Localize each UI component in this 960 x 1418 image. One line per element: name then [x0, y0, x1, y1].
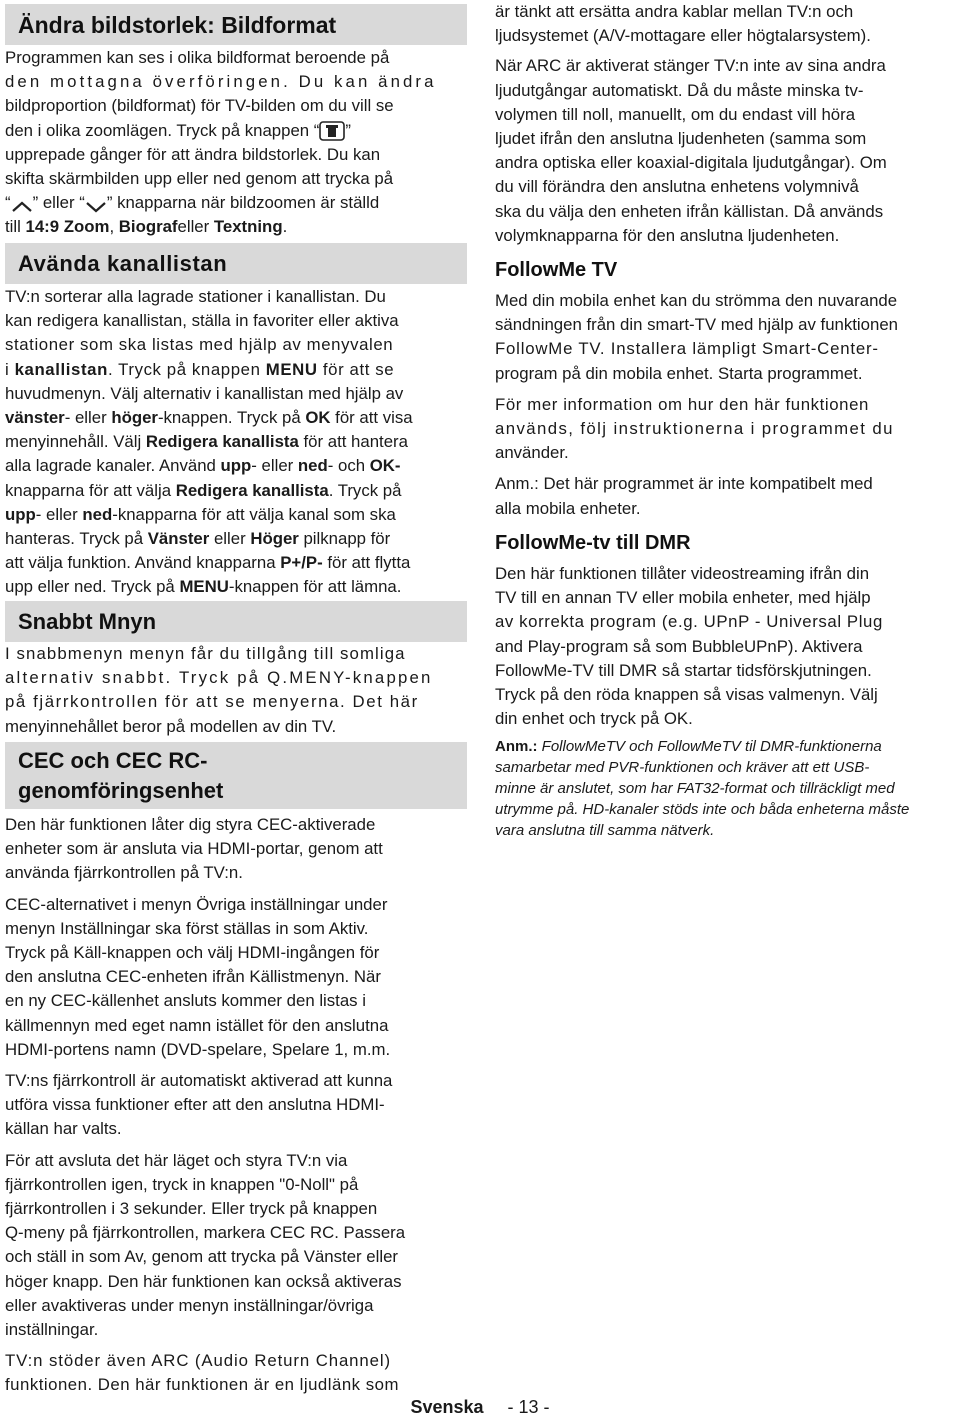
text-line: skifta skärmbilden upp eller ned genom att trycka på	[5, 169, 394, 189]
note-label: Anm.:	[495, 738, 538, 755]
text-line: När ARC är aktiverat stänger TV:n inte av sina andra	[495, 56, 886, 76]
text-line: Anm.: Det här programmet är inte kompatibelt med	[495, 474, 873, 494]
text-fragment: den i olika zoomlägen. Tryck på knappen “	[5, 120, 320, 140]
note-line	[495, 736, 959, 757]
section-heading-bildformat: Ändra bildstorlek: Bildformat	[5, 4, 467, 45]
text-fragment: . Tryck på knappen	[107, 359, 266, 379]
text-line: Q-meny på fjärrkontrollen, markera CEC RC. Passera	[5, 1223, 406, 1243]
text-fragment: eller	[209, 529, 251, 549]
text-line: ljudsystemet (A/V-mottagare eller högtalarsystem).	[495, 26, 871, 46]
text-line: CEC-alternativet i menyn Övriga inställningar under	[5, 894, 388, 914]
bold-term: Vänster	[147, 529, 210, 549]
text-line: ljudet ifrån den anslutna ljudenheten (samma som	[495, 129, 867, 149]
text-line: FollowMe TV. Installera lämpligt Smart-Center-	[495, 339, 879, 359]
dmr-note	[495, 736, 959, 841]
text-line: Med din mobila enhet kan du strömma den nuvarande	[495, 291, 898, 310]
page-footer	[0, 1396, 960, 1418]
snabbmeny-text	[5, 642, 467, 739]
paragraph	[5, 1149, 467, 1343]
text-line: ljudutgångar automatiskt. Då du måste minska tv-	[495, 80, 864, 100]
text-line: utföra vissa funktioner efter att den anslutna HDMI-	[5, 1095, 385, 1115]
text-line	[5, 119, 467, 143]
bold-term: MENU	[265, 359, 318, 379]
text-line: på fjärrkontrollen för att se menyerna. Det här	[5, 692, 419, 712]
note-line: utrymme på. HD-kanaler stöds inte och båda enheterna måste	[495, 801, 910, 818]
text-line	[5, 503, 467, 527]
text-line: din enhet och tryck på OK.	[495, 709, 693, 729]
text-fragment: . Tryck på	[328, 480, 402, 500]
footer-language: Svenska	[410, 1397, 484, 1417]
text-line: TV:n stöder även ARC (Audio Return Channel)	[5, 1351, 392, 1371]
text-line: fjärrkontrollen igen, tryck in knappen "0-Noll" på	[5, 1174, 359, 1194]
text-fragment: eller	[177, 217, 214, 237]
paragraph	[5, 1069, 467, 1142]
chevron-up-icon	[11, 197, 33, 211]
text-line: Tryck på Käll-knappen och välj HDMI-ingången för	[5, 943, 380, 963]
text-line: av korrekta program (e.g. UPnP - Universal Plug	[495, 612, 883, 632]
bildformat-text	[5, 46, 467, 240]
text-line: andra optiska eller koaxial-digitala ljudutgångar). Om	[495, 153, 887, 173]
paragraph	[5, 813, 467, 886]
text-fragment: “	[5, 193, 11, 213]
text-line: För mer information om hur den här funktionen	[495, 394, 869, 414]
text-line	[5, 215, 467, 239]
paragraph	[5, 893, 467, 1062]
text-line: Tryck på den röda knappen så visas valmenyn. Välj	[495, 685, 878, 705]
text-line	[5, 406, 467, 430]
text-fragment: upp eller ned. Tryck på	[5, 577, 180, 597]
text-line	[5, 191, 467, 215]
text-fragment: ” eller “	[32, 193, 85, 213]
bold-term: 14:9 Zoom	[25, 217, 110, 237]
bold-term: kanallistan	[14, 359, 108, 379]
text-fragment: ” knapparna när bildzoomen är ställd	[106, 193, 380, 213]
text-line: den mottagna överföringen. Du kan ändra	[5, 72, 437, 92]
text-line: sändningen från din smart-TV med hjälp av funktionen	[495, 315, 898, 335]
text-line: upprepade gånger för att ändra bildstorlek. Du kan	[5, 144, 381, 164]
heading-followme-tv: FollowMe TV	[495, 259, 618, 281]
bold-term: Redigera kanallista	[145, 432, 299, 452]
note-line: minne är anslutet, som har FAT32-format och tillräckligt med	[495, 780, 895, 797]
text-line: volymknapparna för den anslutna ljudenheten.	[495, 225, 840, 245]
text-line: alla mobila enheter.	[495, 498, 641, 518]
dmr-text	[495, 562, 959, 731]
text-line: bildproportion (bildformat) för TV-bilden om du vill se	[5, 96, 394, 116]
text-fragment: -knappen för att lämna.	[228, 577, 402, 597]
text-fragment: för att hantera	[298, 432, 408, 452]
bold-term: höger	[111, 408, 158, 428]
text-line: huvudmenyn. Välj alternativ i kanallistan med hjälp av	[5, 383, 404, 403]
screen-format-icon	[319, 121, 345, 141]
chevron-down-icon	[85, 197, 107, 211]
text-line: ska du välja den enheten ifrån källistan. Då används	[495, 201, 884, 221]
text-line: TV:ns fjärrkontroll är automatiskt aktiverad att kunna	[5, 1071, 393, 1091]
text-line: enheter som är ansluta via HDMI-portar, genom att	[5, 839, 383, 859]
paragraph	[5, 1349, 467, 1397]
kanallistan-text	[5, 285, 467, 600]
text-line	[5, 430, 467, 454]
text-line: Programmen kan ses i olika bildformat beroende på	[5, 48, 390, 67]
text-fragment: knapparna för att välja	[5, 480, 176, 500]
text-line	[5, 358, 467, 382]
text-line: källan har valts.	[5, 1119, 122, 1139]
text-fragment: -knappen. Tryck på	[157, 408, 306, 428]
text-fragment: ,	[109, 217, 119, 237]
text-line: program på din mobila enhet. Starta programmet.	[495, 363, 863, 383]
text-line: stationer som ska listas med hjälp av menyvalen	[5, 335, 394, 355]
text-line: använda fjärrkontrollen på TV:n.	[5, 863, 243, 883]
text-line: funktionen. Den här funktionen är en ljudlänk som	[5, 1375, 399, 1395]
heading-line: genomföringsenhet	[18, 778, 224, 803]
text-fragment: - eller	[35, 504, 83, 524]
page-number: - 13 -	[507, 1397, 550, 1417]
text-line: kan redigera kanallistan, ställa in favoriter eller aktiva	[5, 311, 399, 331]
bold-term: Höger	[250, 529, 299, 549]
text-fragment: - och	[327, 456, 370, 476]
text-line	[5, 454, 467, 478]
text-line: and Play-program så som BubbleUPnP). Aktivera	[495, 636, 863, 656]
text-line: För att avsluta det här läget och styra TV:n via	[5, 1150, 348, 1170]
text-fragment: - eller	[64, 408, 112, 428]
paragraph	[495, 393, 959, 466]
text-line: källmennyn med eget namn istället för den anslutna	[5, 1015, 389, 1035]
text-line: menyn Inställningar ska först ställas in som Aktiv.	[5, 918, 369, 938]
paragraph	[495, 472, 959, 520]
text-fragment: pilknapp för	[298, 529, 391, 549]
text-fragment: ”	[345, 120, 351, 140]
paragraph	[495, 54, 959, 248]
text-fragment: FollowMeTV och FollowMeTV til DMR-funktionerna	[537, 738, 882, 755]
text-line: volymen till noll, manuellt, om du endast vill höra	[495, 104, 856, 124]
bold-term: ned	[82, 504, 113, 524]
text-line: höger knapp. Den här funktionen kan också aktiveras	[5, 1271, 402, 1291]
text-line: en ny CEC-källenhet ansluts kommer den listas i	[5, 991, 366, 1011]
text-line: TV:n sorterar alla lagrade stationer i kanallistan. Du	[5, 287, 386, 306]
bold-term: ned	[297, 456, 328, 476]
bold-term: OK	[305, 408, 331, 428]
text-fragment: hanteras. Tryck på	[5, 529, 148, 549]
text-fragment: till	[5, 217, 26, 237]
text-line: fjärrkontrollen i 3 sekunder. Eller tryck på knappen	[5, 1199, 378, 1219]
text-line: är tänkt att ersätta andra kablar mellan TV:n och	[495, 2, 854, 21]
bold-term: Biograf	[118, 217, 178, 237]
text-line	[5, 575, 467, 599]
text-line: Den här funktionen låter dig styra CEC-aktiverade	[5, 815, 376, 834]
bold-term: Textning	[213, 217, 283, 237]
text-fragment: för att visa	[330, 408, 413, 428]
bold-term: MENU	[179, 577, 229, 597]
section-heading-snabbmeny: Snabbt Mnyn	[5, 601, 467, 642]
text-line: eller avaktiveras under menyn inställningar/övriga	[5, 1295, 374, 1315]
text-fragment: -knapparna för att välja kanal som ska	[112, 504, 396, 524]
text-line: Den här funktionen tillåter videostreaming ifrån din	[495, 564, 870, 583]
text-fragment: menyinnehåll. Välj	[5, 432, 146, 452]
section-heading-kanallistan: Avända kanallistan	[5, 243, 467, 284]
text-fragment: för att se	[317, 359, 395, 379]
followme-text	[495, 289, 959, 521]
text-line: används, följ instruktionerna i programmet du	[495, 419, 894, 439]
text-fragment: att välja funktion. Använd knapparna	[5, 553, 281, 573]
text-fragment: alla lagrade kanaler. Använd	[5, 456, 221, 476]
bold-term: P+/P-	[280, 553, 323, 573]
text-line: TV till en annan TV eller mobila enheter, med hjälp	[495, 588, 871, 608]
bold-term: OK-	[369, 456, 401, 476]
heading-followme-dmr: FollowMe-tv till DMR	[495, 532, 691, 554]
text-line	[5, 551, 467, 575]
cec-text	[5, 813, 467, 1398]
text-fragment: .	[282, 217, 288, 237]
text-line: menyinnehållet beror på modellen av din TV.	[5, 716, 337, 736]
text-line: du vill förändra den anslutna enhetens volymnivå	[495, 177, 859, 197]
bold-term: vänster	[5, 408, 65, 428]
text-line	[5, 527, 467, 551]
text-fragment: - eller	[251, 456, 298, 476]
text-line: den anslutna CEC-enheten ifrån Källistmenyn. När	[5, 967, 381, 987]
text-line: alternativ snabbt. Tryck på Q.MENY-knappen	[5, 668, 433, 688]
text-fragment: i	[5, 359, 15, 379]
text-line: HDMI-portens namn (DVD-spelare, Spelare 1, m.m.	[5, 1039, 391, 1059]
text-line	[5, 479, 467, 503]
text-fragment: för att flytta	[322, 553, 411, 573]
text-line: I snabbmenyn menyn får du tillgång till somliga	[5, 644, 406, 663]
bold-term: Redigera kanallista	[175, 480, 329, 500]
note-line: samarbetar med PVR-funktionen och kräver att ett USB-	[495, 759, 870, 776]
bold-term: upp	[220, 456, 252, 476]
text-line: FollowMe-TV till DMR så startar tidsförskjutningen.	[495, 660, 872, 680]
heading-line: CEC och CEC RC-	[18, 748, 208, 773]
section-heading-cec	[5, 742, 467, 809]
text-line: använder.	[495, 443, 569, 463]
arc-text	[495, 0, 959, 248]
note-line: vara anslutna till samma nätverk.	[495, 822, 715, 839]
bold-term: upp	[5, 504, 36, 524]
text-line: inställningar.	[5, 1320, 99, 1340]
text-line: och ställ in som Av, genom att trycka på Vänster eller	[5, 1247, 398, 1267]
